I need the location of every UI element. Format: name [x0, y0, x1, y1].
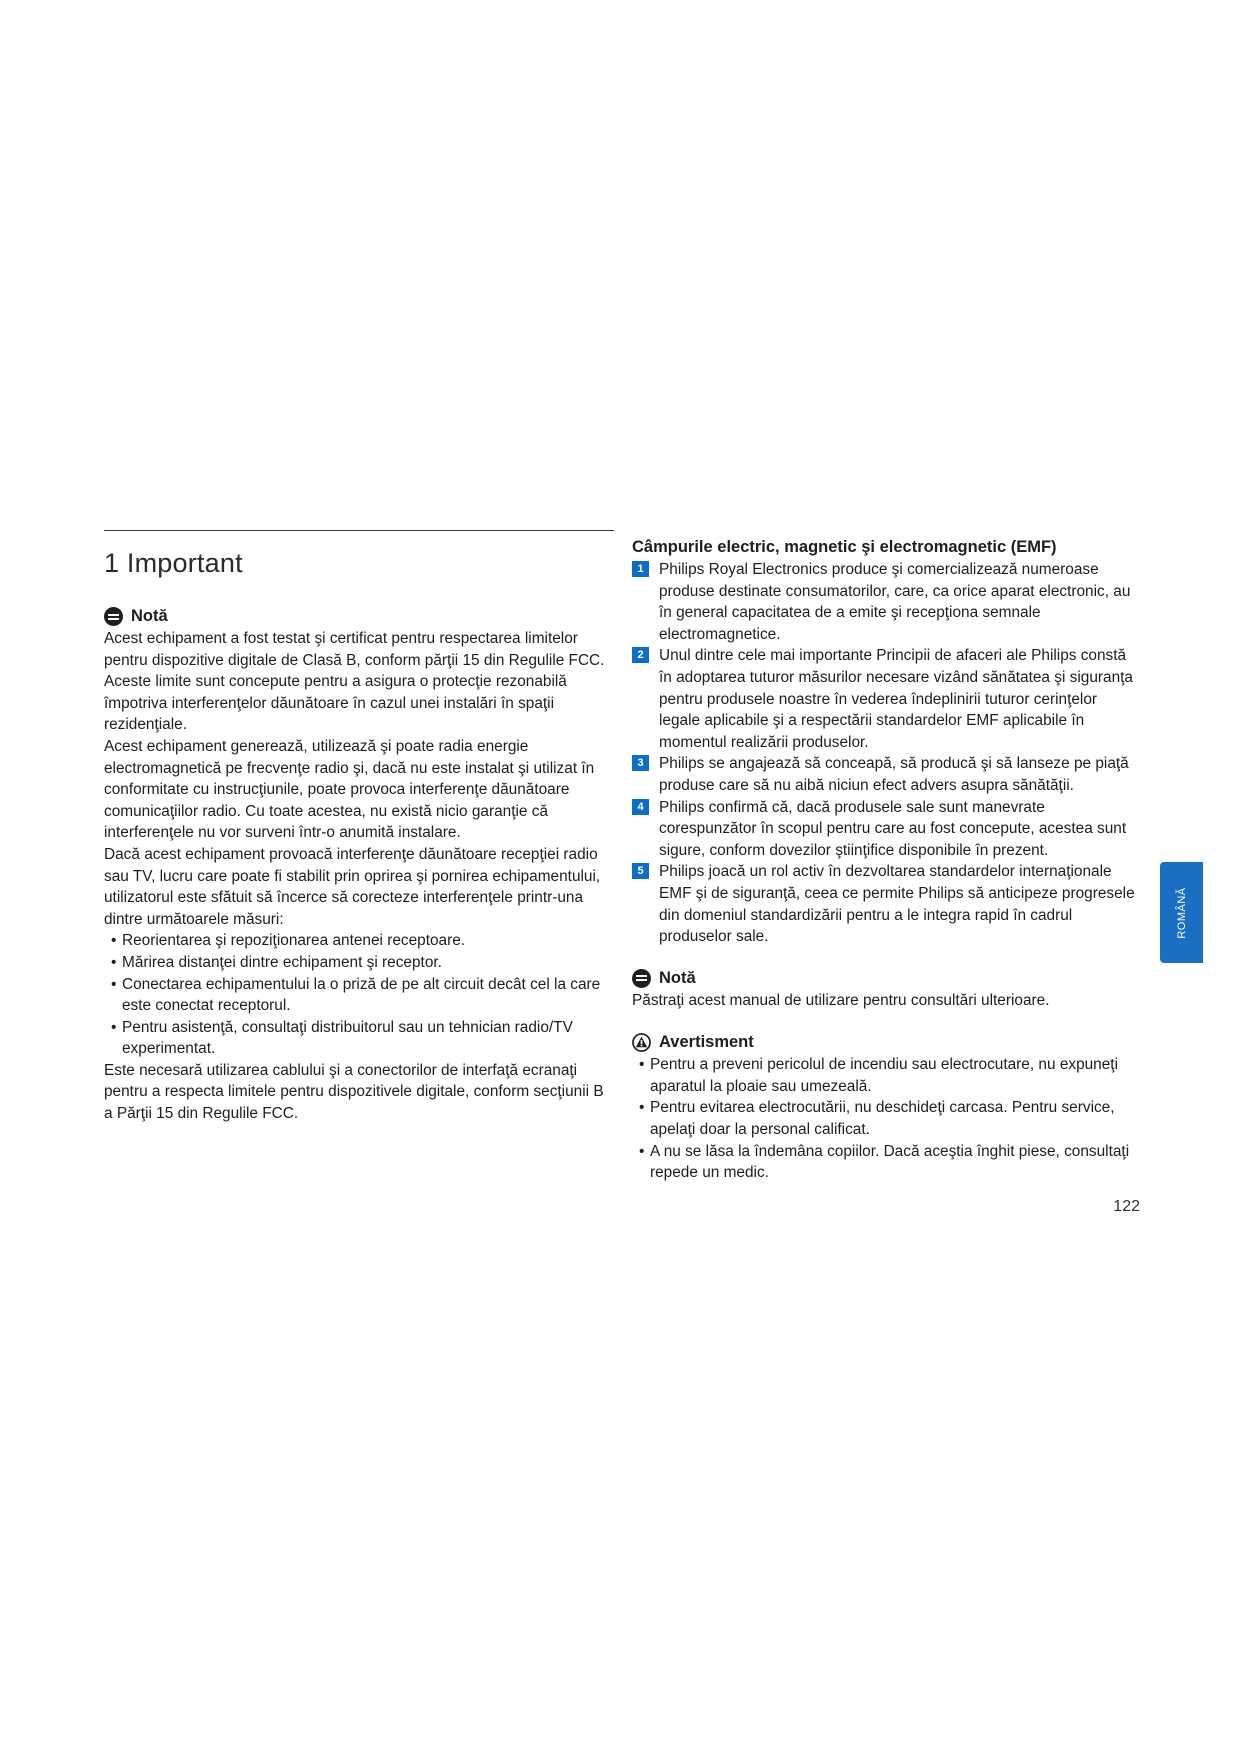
note-label: Notă	[659, 968, 696, 987]
list-item: • Pentru asistenţă, consultaţi distribuitorul sau un tehnician radio/TV experimentat.	[104, 1017, 616, 1060]
warning-heading	[632, 1031, 1142, 1054]
emf-title: Câmpurile electric, magnetic şi electromagnetic (EMF)	[632, 538, 1057, 556]
section-rule	[104, 530, 614, 531]
emf-item	[632, 645, 1142, 753]
emf-item	[632, 559, 1142, 645]
closing-paragraph: Este necesară utilizarea cablului şi a conectorilor de interfaţă ecranaţi pentru a respecta limitele pentru dispozitivele digitale, conform secţiunii B a Părţii 15 din Regulile FCC.	[104, 1061, 604, 1123]
warning-icon	[632, 1033, 651, 1052]
number-badge: 1	[632, 561, 649, 577]
list-item: • Reorientarea şi repoziţionarea antenei receptoare.	[104, 930, 616, 952]
number-badge: 3	[632, 755, 649, 771]
note-text: Păstraţi acest manual de utilizare pentru consultări ulterioare.	[632, 991, 1050, 1009]
paragraph: Aceste limite sunt concepute pentru a asigura o protecţie rezonabilă împotriva interferenţelor dăunătoare în cazul unei instalări în spaţii rezidenţiale.	[104, 673, 567, 734]
left-column	[104, 546, 616, 1125]
note-icon	[104, 607, 123, 626]
emf-item-text: Philips Royal Electronics produce şi comercializează numeroase produse destinate consumatorilor, care, ca orice aparat electronic, au în general capacitatea de a emite şi recepţiona semnale electromagnetice.	[659, 561, 1131, 643]
paragraph: Dacă acest echipament provoacă interferenţe dăunătoare recepţiei radio sau TV, lucru care poate fi stabilit prin oprirea şi pornirea echipamentului, utilizatorul este sfătuit să încerce să corecteze interferenţele printr-una dintre următoarele măsuri:	[104, 845, 601, 928]
emf-item	[632, 861, 1142, 947]
language-tab-label: ROMÂNĂ	[1175, 886, 1188, 939]
note-icon	[632, 969, 651, 988]
emf-item	[632, 797, 1142, 862]
emf-item-text: Philips confirmă că, dacă produsele sale sunt manevrate corespunzător în scopul pentru care au fost concepute, acestea sunt sigure, conform dovezilor ştiinţifice disponibile în prezent.	[659, 798, 1127, 859]
list-item: • Pentru evitarea electrocutării, nu deschideţi carcasa. Pentru service, apelaţi doar la personal calificat.	[632, 1097, 1142, 1140]
number-badge: 5	[632, 863, 649, 879]
paragraph: Acest echipament a fost testat şi certificat pentru respectarea limitelor pentru dispozitive digitale de Clasă B, conform părţii 15 din Regulile FCC.	[104, 630, 605, 669]
emf-item-text: Unul dintre cele mai importante Principii de afaceri ale Philips constă în adoptarea tuturor măsurilor necesare vizând sănătatea şi siguranţa pentru produsele noastre în vederea îndeplinirii tuturor cerinţelor legale aplicabile şi a respectării standardelor EMF aplicabile în momentul realizării produselor.	[659, 647, 1133, 751]
emf-item	[632, 753, 1142, 796]
list-item: • Pentru a preveni pericolul de incendiu sau electrocutare, nu expuneţi aparatul la ploaie sau umezeală.	[632, 1054, 1142, 1097]
right-column	[632, 536, 1142, 1184]
note-label: Notă	[131, 607, 168, 625]
warning-label: Avertisment	[659, 1033, 754, 1052]
list-item: • A nu se lăsa la îndemâna copiilor. Dacă aceştia înghit piese, consultaţi repede un medic.	[632, 1141, 1142, 1184]
list-item: • Conectarea echipamentului la o priză de pe alt circuit decât cel la care este conectat receptorul.	[104, 974, 616, 1017]
paragraph: Acest echipament generează, utilizează şi poate radia energie electromagnetică pe frecvenţe radio şi, dacă nu este instalat şi utilizat în conformitate cu instrucţiunile, poate provoca interferenţe dăunătoare comunicaţiilor radio. Cu toate acestea, nu există nicio garanţie că interferenţele nu vor surveni într-o anumită instalare.	[104, 737, 595, 842]
note-heading	[632, 967, 1142, 990]
number-badge: 2	[632, 647, 649, 663]
note-heading	[104, 605, 616, 628]
list-item: • Mărirea distanţei dintre echipament şi receptor.	[104, 952, 616, 974]
section-title: 1 Important	[104, 548, 243, 578]
number-badge: 4	[632, 799, 649, 815]
language-tab	[1160, 862, 1203, 963]
emf-item-text: Philips se angajează să conceapă, să producă şi să lanseze pe piaţă produse care să nu aibă niciun efect advers asupra sănătăţii.	[659, 755, 1129, 794]
page-number: 122	[1113, 1198, 1140, 1215]
emf-item-text: Philips joacă un rol activ în dezvoltarea standardelor internaţionale EMF şi de siguranţă, ceea ce permite Philips să anticipeze progresele din domeniul standardizării pentru a le integra rapid în cadrul produselor sale.	[659, 863, 1135, 946]
